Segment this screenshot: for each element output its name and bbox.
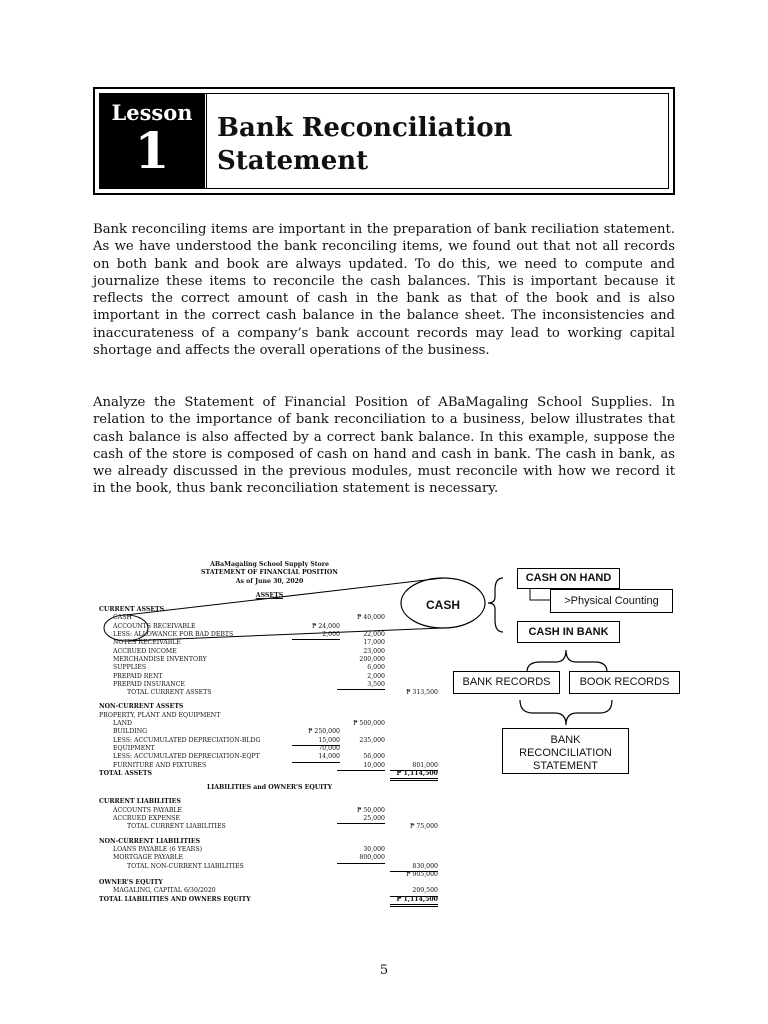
non-current-assets-heading: NON-CURRENT ASSETS (99, 703, 184, 711)
current-liabilities-heading: CURRENT LIABILITIES (99, 798, 181, 806)
physical-counting-connector (530, 588, 550, 600)
owners-equity-heading: OWNER’S EQUITY (99, 879, 163, 887)
cash-brace (488, 578, 503, 632)
brs-brace (520, 700, 612, 725)
analysis-paragraph: Analyze the Statement of Financial Position of ABaMagaling School Supplies. In relation to the importance of bank reconciliation to a business, below illustrates that cash balance is also affected by a correct bank balance. In this example, suppose the cash of the store is composed of cash on hand and cash in bank. The cash in bank, as we already discussed in the previous modules, must reconcile with how we record it in the book, thus bank reconciliation statement is necessary. (93, 395, 675, 497)
row-total-current-liabilities: TOTAL CURRENT LIABILITIES ₱ 75,000 (127, 823, 438, 831)
lesson-number: 1 (134, 121, 170, 180)
row-building: BUILDING ₱ 250,000 (113, 728, 340, 736)
intro-paragraph: Bank reconciling items are important in the preparation of bank reciliation statement. As we have understood the bank reconciling items, we found out that not all records on both bank and book are always updated. To do this, we need to compute and journalize these items to reconcile the cash balances. This is important because it reflects the correct amount of cash in the bank as that of the book and is also important in the correct cash balance in the balance sheet. The inconsistencies and inaccurateness of a company’s bank account records may lead to working capital shortage and affects the overall operations of the business. (93, 222, 675, 359)
row-accrued-expense: ACCRUED EXPENSE 25,000 (97, 815, 442, 823)
statement-date: As of June 30, 2020 (235, 577, 304, 585)
row-mortgage-payable: MORTGAGE PAYABLE 800,000 (97, 854, 442, 862)
statement-company: ABaMagaling School Supply Store (210, 561, 329, 568)
statement-title: STATEMENT OF FINANCIAL POSITION (201, 569, 338, 577)
row-depreciation-equipment: LESS: ACCUMULATED DEPRECIATION-EQPT 14,000 56,000 (97, 753, 442, 761)
lesson-word: Lesson (111, 100, 193, 125)
row-cash: CASH ₱ 40,000 (113, 614, 385, 622)
row-prepaid-rent: PREPAID RENT 2,000 (113, 672, 385, 680)
physical-counting-box: >Physical Counting (550, 589, 673, 613)
row-total-current-assets: TOTAL CURRENT ASSETS ₱ 313,500 (127, 689, 438, 697)
row-equipment: EQUIPMENT 70,000 (113, 744, 340, 752)
page-number: 5 (379, 963, 389, 978)
row-accounts-receivable: ACCOUNTS RECEIVABLE ₱ 24,000 (113, 622, 340, 630)
cash-node: CASH (425, 598, 460, 612)
row-furniture: FURNITURE AND FIXTURES 10,000 801,000 (97, 762, 442, 770)
cash-on-hand-box: CASH ON HAND (517, 568, 620, 589)
row-merchandise: MERCHANDISE INVENTORY 200,000 (113, 655, 385, 663)
ppe-heading: PROPERTY, PLANT AND EQUIPMENT (99, 711, 221, 719)
bank-records-box: BANK RECORDS (453, 671, 560, 694)
row-capital: MAGALING, CAPITAL 6/30/2020 209,500 (97, 887, 442, 895)
liabilities-heading: LIABILITIES and OWNER’S EQUITY (206, 784, 333, 792)
current-assets-heading: CURRENT ASSETS (99, 606, 165, 614)
records-brace (527, 650, 607, 672)
row-total-assets: TOTAL ASSETS ₱ 1,114,500 (97, 770, 442, 778)
row-accounts-payable: ACCOUNTS PAYABLE ₱ 50,000 (113, 806, 385, 814)
assets-heading: ASSETS (255, 591, 284, 599)
lesson-title: Bank Reconciliation Statement (217, 113, 513, 176)
cash-in-bank-box: CASH IN BANK (517, 621, 620, 643)
row-supplies: SUPPLIES 6,000 (113, 664, 385, 672)
row-allowance: LESS: ALLOWANCE FOR BAD DEBTS 2,000 22,000 (97, 631, 442, 639)
bank-reconciliation-statement-box: BANK RECONCILIATION STATEMENT (502, 728, 629, 774)
row-land: LAND ₱ 500,000 (113, 720, 385, 728)
row-total-non-current-liabilities: TOTAL NON-CURRENT LIABILITIES 830,000 (97, 863, 442, 871)
row-loans-payable: LOANS PAYABLE (6 YEARS) 30,000 (113, 845, 385, 853)
row-prepaid-insurance: PREPAID INSURANCE 3,500 (97, 681, 442, 689)
row-total-liabilities: ₱ 905,000 (406, 870, 438, 878)
financial-position-statement (97, 561, 442, 904)
row-accrued-income: ACCRUED INCOME 23,000 (113, 647, 385, 655)
row-notes-receivable: NOTES RECEIVABLE 17,000 (113, 639, 385, 647)
book-records-box: BOOK RECORDS (569, 671, 680, 694)
row-total-liabilities-equity: TOTAL LIABILITIES AND OWNERS EQUITY ₱ 1,114,500 (97, 896, 442, 904)
non-current-liabilities-heading: NON-CURRENT LIABILITIES (99, 837, 201, 845)
row-depreciation-building: LESS: ACCUMULATED DEPRECIATION-BLDG 15,000 235,000 (97, 737, 442, 745)
